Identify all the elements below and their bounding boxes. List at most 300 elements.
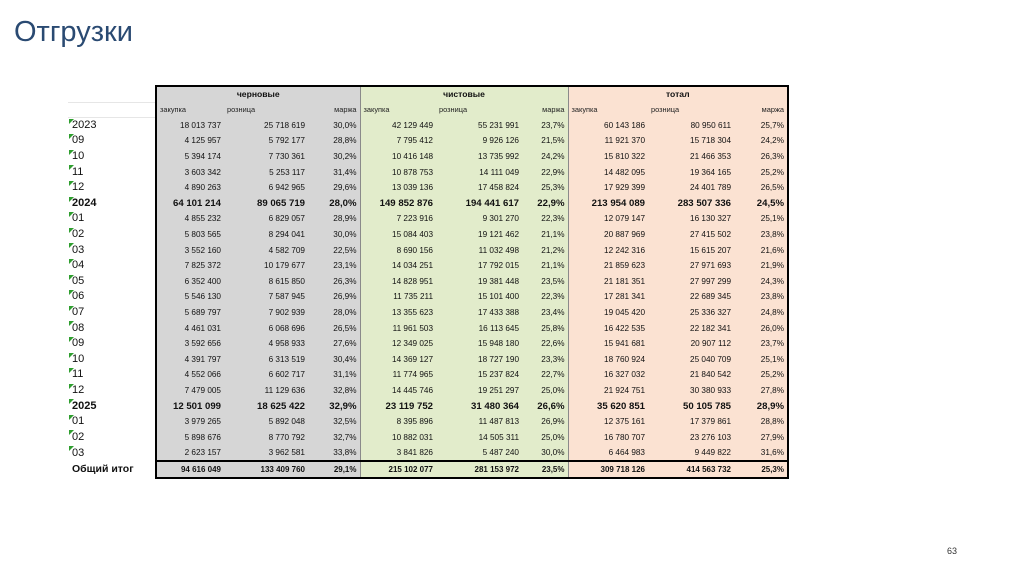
cell-total-purchase: 15 810 322 <box>568 149 648 165</box>
error-indicator-icon <box>69 119 74 124</box>
cell-total-margin: 26,3% <box>734 149 788 165</box>
cell-finish-purchase: 15 084 403 <box>360 227 436 243</box>
cell-total-retail: 25 040 709 <box>648 352 734 368</box>
table-row <box>68 305 788 321</box>
cell-draft-purchase: 5 546 130 <box>156 289 224 305</box>
table-row <box>68 320 788 336</box>
row-label-text: 03 <box>72 446 85 459</box>
error-indicator-icon <box>69 150 74 155</box>
cell-total-purchase: 12 375 161 <box>568 414 648 430</box>
cell-finish-retail: 15 101 400 <box>436 289 522 305</box>
cell-draft-purchase: 4 855 232 <box>156 211 224 227</box>
cell-total-purchase: 16 327 032 <box>568 367 648 383</box>
subheader-retail: розница <box>648 102 734 118</box>
cell-draft-retail: 10 179 677 <box>224 258 308 274</box>
cell-finish-purchase: 11 774 965 <box>360 367 436 383</box>
cell-finish-margin: 21,1% <box>522 227 568 243</box>
error-indicator-icon <box>69 368 74 373</box>
cell-draft-margin: 28,9% <box>308 211 360 227</box>
table-row <box>68 429 788 445</box>
cell-draft-purchase: 3 552 160 <box>156 242 224 258</box>
cell-finish-margin: 23,5% <box>522 274 568 290</box>
group-header-total: тотал <box>568 86 788 102</box>
cell-total-purchase: 16 422 535 <box>568 320 648 336</box>
cell-draft-retail: 18 625 422 <box>224 398 308 414</box>
cell-draft-purchase: 4 461 031 <box>156 320 224 336</box>
cell-total-margin: 24,2% <box>734 133 788 149</box>
table-row <box>68 367 788 383</box>
cell-draft-retail: 11 129 636 <box>224 383 308 399</box>
cell-finish-purchase: 10 882 031 <box>360 429 436 445</box>
table-row <box>68 258 788 274</box>
subheader-margin: маржа <box>734 102 788 118</box>
cell-finish-margin: 25,3% <box>522 180 568 196</box>
cell-total-retail: 19 364 165 <box>648 164 734 180</box>
error-indicator-icon <box>69 430 74 435</box>
row-label-text: 06 <box>72 290 85 303</box>
cell-draft-margin: 33,8% <box>308 445 360 461</box>
cell-draft-retail: 4 582 709 <box>224 242 308 258</box>
cell-total-margin: 24,3% <box>734 274 788 290</box>
cell-total-margin: 25,3% <box>734 461 788 478</box>
cell-finish-margin: 21,2% <box>522 242 568 258</box>
cell-total-purchase: 12 242 316 <box>568 242 648 258</box>
cell-draft-margin: 29,6% <box>308 180 360 196</box>
row-label <box>68 258 156 274</box>
error-indicator-icon <box>69 197 74 202</box>
row-label-text: 01 <box>72 212 85 225</box>
cell-draft-purchase: 7 825 372 <box>156 258 224 274</box>
row-label-text: 02 <box>72 228 85 241</box>
row-label-text: 2023 <box>72 119 97 132</box>
cell-total-retail: 17 379 861 <box>648 414 734 430</box>
group-header-row <box>68 86 788 102</box>
cell-finish-purchase: 10 416 148 <box>360 149 436 165</box>
error-indicator-icon <box>69 399 74 404</box>
error-indicator-icon <box>69 415 74 420</box>
cell-finish-margin: 22,3% <box>522 211 568 227</box>
cell-total-retail: 24 401 789 <box>648 180 734 196</box>
error-indicator-icon <box>69 243 74 248</box>
cell-finish-margin: 21,5% <box>522 133 568 149</box>
cell-finish-retail: 15 948 180 <box>436 336 522 352</box>
row-label <box>68 305 156 321</box>
cell-total-purchase: 17 281 341 <box>568 289 648 305</box>
cell-finish-retail: 17 792 015 <box>436 258 522 274</box>
cell-draft-margin: 32,8% <box>308 383 360 399</box>
cell-total-margin: 23,8% <box>734 289 788 305</box>
error-indicator-icon <box>69 290 74 295</box>
cell-total-margin: 21,9% <box>734 258 788 274</box>
cell-finish-purchase: 23 119 752 <box>360 398 436 414</box>
cell-total-retail: 50 105 785 <box>648 398 734 414</box>
cell-finish-margin: 25,0% <box>522 429 568 445</box>
error-indicator-icon <box>69 212 74 217</box>
row-label-text: 01 <box>72 415 85 428</box>
cell-draft-margin: 32,5% <box>308 414 360 430</box>
cell-finish-margin: 22,7% <box>522 367 568 383</box>
row-label <box>68 367 156 383</box>
cell-draft-retail: 8 615 850 <box>224 274 308 290</box>
cell-total-retail: 27 971 693 <box>648 258 734 274</box>
row-label <box>68 149 156 165</box>
cell-finish-margin: 24,2% <box>522 149 568 165</box>
cell-total-retail: 27 997 299 <box>648 274 734 290</box>
cell-total-retail: 22 182 341 <box>648 320 734 336</box>
cell-draft-margin: 30,0% <box>308 227 360 243</box>
cell-finish-retail: 9 301 270 <box>436 211 522 227</box>
row-label-text: Общий итог <box>72 463 134 476</box>
cell-finish-purchase: 10 878 753 <box>360 164 436 180</box>
cell-draft-purchase: 4 125 957 <box>156 133 224 149</box>
row-label-text: 02 <box>72 430 85 443</box>
cell-draft-purchase: 94 616 049 <box>156 461 224 478</box>
table-row <box>68 133 788 149</box>
cell-draft-margin: 26,5% <box>308 320 360 336</box>
cell-total-retail: 283 507 336 <box>648 196 734 212</box>
error-indicator-icon <box>69 181 74 186</box>
table-row <box>68 227 788 243</box>
cell-draft-margin: 32,9% <box>308 398 360 414</box>
cell-finish-purchase: 13 039 136 <box>360 180 436 196</box>
cell-finish-margin: 21,1% <box>522 258 568 274</box>
row-label-text: 10 <box>72 150 85 163</box>
cell-draft-purchase: 5 803 565 <box>156 227 224 243</box>
cell-draft-retail: 7 902 939 <box>224 305 308 321</box>
cell-total-purchase: 14 482 095 <box>568 164 648 180</box>
cell-finish-purchase: 8 690 156 <box>360 242 436 258</box>
cell-total-retail: 80 950 611 <box>648 118 734 134</box>
cell-draft-retail: 6 829 057 <box>224 211 308 227</box>
error-indicator-icon <box>69 275 74 280</box>
row-label <box>68 383 156 399</box>
row-label <box>68 414 156 430</box>
cell-total-purchase: 19 045 420 <box>568 305 648 321</box>
cell-draft-retail: 3 962 581 <box>224 445 308 461</box>
error-indicator-icon <box>69 353 74 358</box>
cell-finish-retail: 18 727 190 <box>436 352 522 368</box>
row-label <box>68 196 156 212</box>
cell-total-retail: 16 130 327 <box>648 211 734 227</box>
cell-total-margin: 25,1% <box>734 211 788 227</box>
cell-total-retail: 21 840 542 <box>648 367 734 383</box>
cell-draft-margin: 32,7% <box>308 429 360 445</box>
cell-total-retail: 21 466 353 <box>648 149 734 165</box>
cell-draft-purchase: 2 623 157 <box>156 445 224 461</box>
cell-total-margin: 26,5% <box>734 180 788 196</box>
cell-finish-purchase: 14 034 251 <box>360 258 436 274</box>
cell-finish-retail: 14 505 311 <box>436 429 522 445</box>
cell-total-purchase: 17 929 399 <box>568 180 648 196</box>
row-label <box>68 118 156 134</box>
cell-total-purchase: 60 143 186 <box>568 118 648 134</box>
cell-finish-margin: 22,9% <box>522 196 568 212</box>
table-row <box>68 118 788 134</box>
error-indicator-icon <box>69 321 74 326</box>
cell-total-retail: 9 449 822 <box>648 445 734 461</box>
page-number: 63 <box>946 546 957 556</box>
cell-draft-retail: 133 409 760 <box>224 461 308 478</box>
cell-total-purchase: 21 924 751 <box>568 383 648 399</box>
cell-finish-retail: 5 487 240 <box>436 445 522 461</box>
cell-total-purchase: 21 859 623 <box>568 258 648 274</box>
cell-total-margin: 23,7% <box>734 336 788 352</box>
cell-draft-margin: 30,4% <box>308 352 360 368</box>
cell-total-margin: 25,2% <box>734 367 788 383</box>
cell-total-purchase: 16 780 707 <box>568 429 648 445</box>
cell-draft-retail: 8 770 792 <box>224 429 308 445</box>
row-label <box>68 445 156 461</box>
year-row <box>68 398 788 414</box>
cell-total-retail: 414 563 732 <box>648 461 734 478</box>
error-indicator-icon <box>69 259 74 264</box>
cell-total-margin: 21,6% <box>734 242 788 258</box>
cell-total-margin: 23,8% <box>734 227 788 243</box>
row-label-text: 09 <box>72 134 85 147</box>
cell-draft-margin: 30,0% <box>308 118 360 134</box>
row-label <box>68 461 156 478</box>
cell-draft-purchase: 4 890 263 <box>156 180 224 196</box>
cell-finish-purchase: 11 961 503 <box>360 320 436 336</box>
row-label <box>68 398 156 414</box>
row-label-text: 09 <box>72 337 85 350</box>
cell-finish-retail: 14 111 049 <box>436 164 522 180</box>
cell-finish-margin: 25,0% <box>522 383 568 399</box>
cell-finish-margin: 26,6% <box>522 398 568 414</box>
cell-finish-margin: 23,3% <box>522 352 568 368</box>
row-label-text: 03 <box>72 243 85 256</box>
row-label <box>68 320 156 336</box>
cell-finish-retail: 19 121 462 <box>436 227 522 243</box>
cell-finish-retail: 9 926 126 <box>436 133 522 149</box>
cell-finish-margin: 22,3% <box>522 289 568 305</box>
row-label <box>68 429 156 445</box>
cell-total-margin: 24,5% <box>734 196 788 212</box>
error-indicator-icon <box>69 384 74 389</box>
error-indicator-icon <box>69 337 74 342</box>
cell-total-purchase: 213 954 089 <box>568 196 648 212</box>
cell-finish-purchase: 14 828 951 <box>360 274 436 290</box>
cell-draft-purchase: 7 479 005 <box>156 383 224 399</box>
table-row <box>68 383 788 399</box>
cell-draft-margin: 26,3% <box>308 274 360 290</box>
cell-total-margin: 25,1% <box>734 352 788 368</box>
cell-finish-retail: 16 113 645 <box>436 320 522 336</box>
cell-draft-margin: 30,2% <box>308 149 360 165</box>
table-row <box>68 289 788 305</box>
row-label-text: 12 <box>72 181 85 194</box>
table-row <box>68 414 788 430</box>
cell-draft-purchase: 5 394 174 <box>156 149 224 165</box>
row-label <box>68 164 156 180</box>
row-label <box>68 336 156 352</box>
cell-draft-retail: 7 587 945 <box>224 289 308 305</box>
cell-finish-margin: 23,7% <box>522 118 568 134</box>
cell-finish-purchase: 13 355 623 <box>360 305 436 321</box>
cell-draft-retail: 25 718 619 <box>224 118 308 134</box>
cell-draft-purchase: 6 352 400 <box>156 274 224 290</box>
cell-total-purchase: 35 620 851 <box>568 398 648 414</box>
cell-draft-margin: 31,4% <box>308 164 360 180</box>
row-label-text: 07 <box>72 306 85 319</box>
cell-finish-purchase: 7 795 412 <box>360 133 436 149</box>
cell-draft-retail: 8 294 041 <box>224 227 308 243</box>
group-header-finish: чистовые <box>360 86 568 102</box>
cell-total-margin: 31,6% <box>734 445 788 461</box>
cell-total-purchase: 6 464 983 <box>568 445 648 461</box>
cell-draft-retail: 5 892 048 <box>224 414 308 430</box>
subheader-retail: розница <box>224 102 308 118</box>
cell-draft-retail: 4 958 933 <box>224 336 308 352</box>
cell-total-retail: 22 689 345 <box>648 289 734 305</box>
error-indicator-icon <box>69 134 74 139</box>
table-row <box>68 336 788 352</box>
cell-draft-purchase: 5 898 676 <box>156 429 224 445</box>
subheader-purchase: закупка <box>568 102 648 118</box>
cell-finish-margin: 22,9% <box>522 164 568 180</box>
table-row <box>68 149 788 165</box>
table-row <box>68 352 788 368</box>
cell-total-margin: 28,8% <box>734 414 788 430</box>
cell-draft-margin: 26,9% <box>308 289 360 305</box>
subheader-retail: розница <box>436 102 522 118</box>
row-label <box>68 133 156 149</box>
cell-finish-retail: 19 381 448 <box>436 274 522 290</box>
cell-finish-retail: 13 735 992 <box>436 149 522 165</box>
cell-total-purchase: 18 760 924 <box>568 352 648 368</box>
cell-total-margin: 27,9% <box>734 429 788 445</box>
subheader-margin: маржа <box>522 102 568 118</box>
cell-draft-margin: 23,1% <box>308 258 360 274</box>
shipments-table <box>68 85 789 479</box>
table-row <box>68 164 788 180</box>
cell-finish-purchase: 7 223 916 <box>360 211 436 227</box>
error-indicator-icon <box>69 165 74 170</box>
subheader-purchase: закупка <box>156 102 224 118</box>
cell-draft-purchase: 64 101 214 <box>156 196 224 212</box>
cell-finish-purchase: 11 735 211 <box>360 289 436 305</box>
row-label <box>68 180 156 196</box>
cell-draft-purchase: 18 013 737 <box>156 118 224 134</box>
cell-total-purchase: 15 941 681 <box>568 336 648 352</box>
cell-draft-retail: 7 730 361 <box>224 149 308 165</box>
row-label-text: 11 <box>72 165 84 178</box>
error-indicator-icon <box>69 228 74 233</box>
cell-total-retail: 15 718 304 <box>648 133 734 149</box>
cell-total-margin: 25,7% <box>734 118 788 134</box>
cell-draft-retail: 89 065 719 <box>224 196 308 212</box>
cell-total-margin: 28,9% <box>734 398 788 414</box>
row-label-text: 2024 <box>72 196 97 209</box>
cell-finish-purchase: 14 445 746 <box>360 383 436 399</box>
cell-finish-retail: 55 231 991 <box>436 118 522 134</box>
subheader-purchase: закупка <box>360 102 436 118</box>
cell-finish-margin: 30,0% <box>522 445 568 461</box>
cell-finish-purchase: 149 852 876 <box>360 196 436 212</box>
cell-finish-purchase: 12 349 025 <box>360 336 436 352</box>
cell-draft-purchase: 4 552 066 <box>156 367 224 383</box>
cell-total-margin: 26,0% <box>734 320 788 336</box>
table-row <box>68 242 788 258</box>
cell-draft-margin: 28,8% <box>308 133 360 149</box>
row-label <box>68 289 156 305</box>
cell-finish-retail: 281 153 972 <box>436 461 522 478</box>
cell-total-retail: 27 415 502 <box>648 227 734 243</box>
cell-finish-retail: 31 480 364 <box>436 398 522 414</box>
cell-finish-margin: 23,5% <box>522 461 568 478</box>
cell-total-margin: 27,8% <box>734 383 788 399</box>
cell-total-margin: 24,8% <box>734 305 788 321</box>
page-title: Отгрузки <box>14 16 133 48</box>
cell-finish-purchase: 215 102 077 <box>360 461 436 478</box>
cell-finish-purchase: 42 129 449 <box>360 118 436 134</box>
row-label-text: 2025 <box>72 399 97 412</box>
cell-finish-retail: 11 032 498 <box>436 242 522 258</box>
cell-finish-retail: 17 433 388 <box>436 305 522 321</box>
subheader-margin: маржа <box>308 102 360 118</box>
subheader-corner <box>68 102 156 118</box>
cell-total-retail: 20 907 112 <box>648 336 734 352</box>
cell-total-retail: 25 336 327 <box>648 305 734 321</box>
error-indicator-icon <box>69 306 74 311</box>
error-indicator-icon <box>69 446 74 451</box>
subheader-row <box>68 102 788 118</box>
cell-finish-margin: 25,8% <box>522 320 568 336</box>
cell-draft-retail: 5 253 117 <box>224 164 308 180</box>
cell-total-purchase: 20 887 969 <box>568 227 648 243</box>
row-label <box>68 242 156 258</box>
cell-draft-margin: 27,6% <box>308 336 360 352</box>
cell-draft-margin: 29,1% <box>308 461 360 478</box>
row-label <box>68 211 156 227</box>
cell-draft-purchase: 3 592 656 <box>156 336 224 352</box>
cell-draft-margin: 28,0% <box>308 305 360 321</box>
group-header-draft: черновые <box>156 86 360 102</box>
cell-total-retail: 23 276 103 <box>648 429 734 445</box>
cell-draft-margin: 31,1% <box>308 367 360 383</box>
cell-total-retail: 30 380 933 <box>648 383 734 399</box>
cell-draft-retail: 6 942 965 <box>224 180 308 196</box>
cell-finish-margin: 26,9% <box>522 414 568 430</box>
cell-draft-purchase: 12 501 099 <box>156 398 224 414</box>
cell-total-purchase: 309 718 126 <box>568 461 648 478</box>
row-label-text: 08 <box>72 321 85 334</box>
cell-total-purchase: 12 079 147 <box>568 211 648 227</box>
cell-draft-retail: 6 602 717 <box>224 367 308 383</box>
cell-finish-purchase: 8 395 896 <box>360 414 436 430</box>
cell-draft-purchase: 4 391 797 <box>156 352 224 368</box>
row-label-text: 11 <box>72 368 84 381</box>
cell-draft-margin: 22,5% <box>308 242 360 258</box>
cell-finish-retail: 11 487 813 <box>436 414 522 430</box>
cell-finish-margin: 23,4% <box>522 305 568 321</box>
cell-finish-retail: 194 441 617 <box>436 196 522 212</box>
cell-finish-retail: 19 251 297 <box>436 383 522 399</box>
row-label <box>68 274 156 290</box>
cell-finish-retail: 15 237 824 <box>436 367 522 383</box>
header-corner <box>68 86 156 102</box>
table-row <box>68 180 788 196</box>
row-label-text: 12 <box>72 383 85 396</box>
cell-draft-retail: 6 068 696 <box>224 320 308 336</box>
row-label-text: 05 <box>72 274 85 287</box>
cell-draft-purchase: 3 979 265 <box>156 414 224 430</box>
cell-total-retail: 15 615 207 <box>648 242 734 258</box>
cell-total-purchase: 11 921 370 <box>568 133 648 149</box>
row-label <box>68 227 156 243</box>
year-row <box>68 196 788 212</box>
cell-draft-retail: 6 313 519 <box>224 352 308 368</box>
